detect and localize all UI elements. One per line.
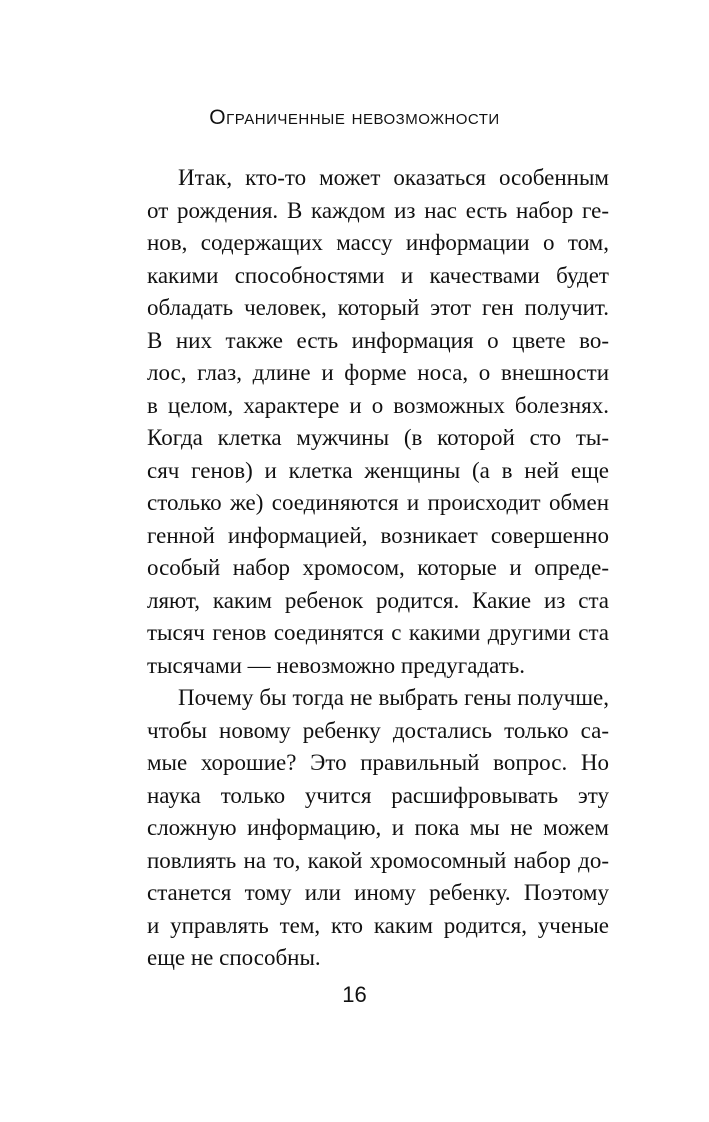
text-line: В них также есть информация о цвете во- <box>147 327 609 353</box>
text-line: повлиять на то, какой хромосомный набор до- <box>147 847 609 873</box>
text-line: тысячами — невозможно предугадать. <box>147 652 526 678</box>
text-line: Почему бы тогда не выбрать гены получше, <box>178 685 609 710</box>
text-line: какими способностями и качествами будет <box>147 262 609 288</box>
body-text <box>147 162 609 975</box>
text-line: тысяч генов соединятся с какими другими ста <box>147 620 609 645</box>
running-head: Ограниченные невозможности <box>209 106 500 129</box>
text-line: в целом, характере и о возможных болезнях. <box>147 392 609 418</box>
text-line: Когда клетка мужчины (в которой сто ты- <box>147 425 609 450</box>
text-line: наука только учится расшифровывать эту <box>147 782 609 808</box>
text-line: и управлять тем, кто каким родится, ученые <box>147 912 609 938</box>
text-line: станется тому или иному ребенку. Поэтому <box>147 880 609 905</box>
text-line: сложную информацию, и пока мы не можем <box>147 815 609 840</box>
paragraph-1 <box>147 162 609 682</box>
text-line: еще не способны. <box>147 945 321 970</box>
text-line: генной информацией, возникает совершенно <box>147 522 609 548</box>
page-number: 16 <box>342 982 367 1007</box>
text-line: Итак, кто-то может оказаться особенным <box>178 165 609 190</box>
text-line: от рождения. В каждом из нас есть набор ге- <box>147 197 609 223</box>
text-line: столько же) соединяются и происходит обмен <box>147 490 609 515</box>
text-line: особый набор хромосом, которые и опреде- <box>147 555 609 580</box>
text-line: мые хорошие? Это правильный вопрос. Но <box>147 750 609 775</box>
paragraph-2 <box>147 682 609 975</box>
text-line: нов, содержащих массу информации о том, <box>147 230 609 255</box>
text-line: лос, глаз, длине и форме носа, о внешности <box>147 360 609 385</box>
text-line: чтобы новому ребенку достались только са- <box>147 717 609 743</box>
text-line: сяч генов) и клетка женщины (а в ней еще <box>147 457 609 483</box>
text-line: обладать человек, который этот ген получит. <box>147 295 609 320</box>
text-line: ляют, каким ребенок родится. Какие из ста <box>147 587 609 613</box>
